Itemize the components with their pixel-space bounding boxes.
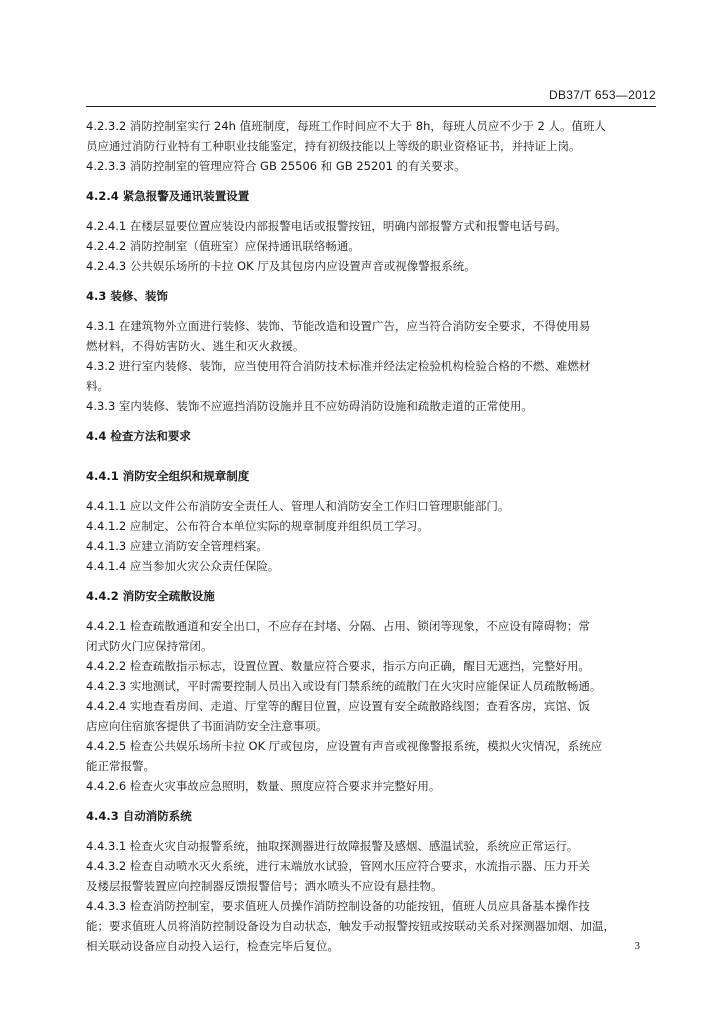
document-code: DB37/T 653—2012 (548, 88, 656, 102)
paragraph-line: 4.3.3 室内装修、装饰不应遮挡消防设施并且不应妨碍消防设施和疏散走道的正常使用。 (86, 399, 533, 413)
paragraph-line: 4.2.4.1 在楼层显要位置应装设内部报警电话或报警按钮，明确内部报警方式和报警电话号码。 (86, 219, 567, 233)
section-spacer (86, 176, 656, 186)
paragraph-line: 4.4.2.1 检查疏散通道和安全出口，不应存在封堵、分隔、占用、锁闭等现象，不应设有障碍物；常 (86, 619, 590, 633)
section-heading: 4.3 装修、装饰 (86, 289, 168, 303)
document-body (86, 116, 656, 956)
paragraph-line: 4.4.2.6 检查火灾事故应急照明，数量、照度应符合要求并完整好用。 (86, 779, 441, 793)
paragraph-line: 能正常报警。 (86, 759, 155, 773)
paragraph-line: 4.4.3.1 检查火灾自动报警系统，抽取探测器进行故障报警及感烟、感温试验，系统应正常运行。 (86, 839, 579, 853)
paragraph-line: 员应通过消防行业特有工种职业技能鉴定，持有初级技能以上等级的职业资格证书，并持证上岗。 (86, 139, 581, 153)
section-spacer (86, 606, 656, 616)
paragraph-line: 料。 (86, 379, 109, 393)
paragraph-line: 4.4.2.2 检查疏散指示标志，设置位置、数量应符合要求，指示方向正确，醒目无遮挡，完整好用。 (86, 659, 590, 673)
paragraph-line: 4.2.4.2 消防控制室（值班室）应保持通讯联络畅通。 (86, 239, 360, 253)
section-spacer (86, 416, 656, 426)
paragraph-line: 4.4.2.3 实地测试，平时需要控制人员出入或设有门禁系统的疏散门在火灾时应能保证人员疏散畅通。 (86, 679, 602, 693)
section-spacer (86, 796, 656, 806)
paragraph-line: 4.3.2 进行室内装修、装饰，应当使用符合消防技术标准并经法定检验机构检验合格的不燃、难燃材 (86, 359, 591, 373)
paragraph-line: 4.2.3.3 消防控制室的管理应符合 GB 25506 和 GB 25201 的有关要求。 (86, 159, 466, 173)
section-heading: 4.4.2 消防安全疏散设施 (86, 589, 215, 603)
section-spacer (86, 576, 656, 586)
paragraph-line: 4.2.4.3 公共娱乐场所的卡拉 OK 厅及其包房内应设置声音或视像警报系统。 (86, 259, 476, 273)
section-heading: 4.4 检查方法和要求 (86, 429, 191, 443)
paragraph-line: 4.4.1.2 应制定、公布符合本单位实际的规章制度并组织员工学习。 (86, 519, 429, 533)
paragraph-line: 4.3.1 在建筑物外立面进行装修、装饰、节能改造和设置广告，应当符合消防安全要求，不得使用易 (86, 319, 591, 333)
page-number: 3 (634, 940, 640, 952)
section-spacer (86, 276, 656, 286)
section-heading: 4.4.3 自动消防系统 (86, 809, 192, 823)
section-spacer (86, 826, 656, 836)
paragraph-line: 店应向住宿旅客提供了书面消防安全注意事项。 (86, 719, 328, 733)
paragraph-line: 及楼层报警装置应向控制器反馈报警信号；洒水喷头不应设有悬挂物。 (86, 879, 443, 893)
paragraph-line: 4.4.3.3 检查消防控制室，要求值班人员操作消防控制设备的功能按钮，值班人员应具备基本操作技 (86, 899, 590, 913)
paragraph-line: 4.4.1.3 应建立消防安全管理档案。 (86, 539, 268, 553)
paragraph-line: 闭式防火门应保持常闭。 (86, 639, 213, 653)
section-spacer (86, 446, 656, 456)
section-heading: 4.4.1 消防安全组织和规章制度 (86, 469, 250, 483)
paragraph-line: 4.4.1.1 应以文件公布消防安全责任人、管理人和消防安全工作归口管理职能部门。 (86, 499, 510, 513)
paragraph-line: 4.4.3.2 检查自动喷水灭火系统，进行末端放水试验，管网水压应符合要求，水流指示器、压力开关 (86, 859, 590, 873)
section-spacer (86, 206, 656, 216)
header-divider (86, 106, 656, 107)
paragraph-line: 4.2.3.2 消防控制室实行 24h 值班制度，每班工作时间应不大于 8h，每班人员应不少于 2 人。值班人 (86, 119, 607, 133)
section-spacer (86, 486, 656, 496)
paragraph-line: 4.4.1.4 应当参加火灾公众责任保险。 (86, 559, 280, 573)
paragraph-line: 能；要求值班人员将消防控制设备设为自动状态，触发手动报警按钮或按联动关系对探测器加烟、加温， (86, 919, 615, 933)
section-spacer (86, 456, 656, 466)
paragraph-line: 4.4.2.5 检查公共娱乐场所卡拉 OK 厅或包房，应设置有声音或视像警报系统，模拟火灾情况，系统应 (86, 739, 603, 753)
section-spacer (86, 306, 656, 316)
section-heading: 4.2.4 紧急报警及通讯装置设置 (86, 189, 250, 203)
paragraph-line: 燃材料，不得妨害防火、逃生和灭火救援。 (86, 339, 305, 353)
paragraph-line: 相关联动设备应自动投入运行，检查完毕后复位。 (86, 939, 339, 953)
paragraph-line: 4.4.2.4 实地查看房间、走道、厅堂等的醒目位置，应设置有安全疏散路线图；查看客房，宾馆、饭 (86, 699, 590, 713)
